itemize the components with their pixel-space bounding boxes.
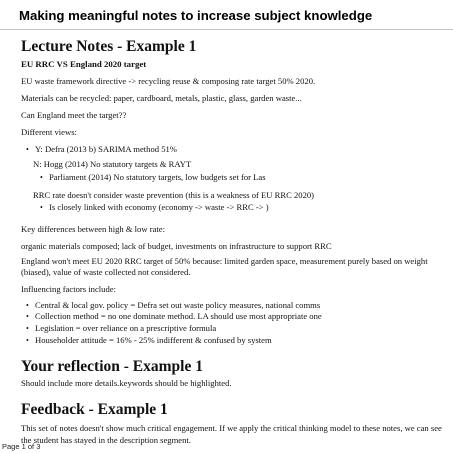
- note-line: Can England meet the target??: [21, 110, 127, 120]
- factors-list: [21, 300, 446, 346]
- bullet-icon: •: [40, 203, 43, 213]
- england-note: England won't meet EU 2020 RRC target of 50% because: limited garden space, measurement purely based on weight (biased), value of waste collected not considered.: [21, 255, 428, 277]
- key-differences: Key differences between high & low rate:: [21, 223, 165, 234]
- factor-text: Legislation = over reliance on a prescriptive formula: [35, 322, 217, 333]
- header-divider: [0, 29, 453, 30]
- note-line: Materials can be recycled: paper, cardboard, metals, plastic, glass, garden waste...: [21, 93, 302, 103]
- lecture-subtitle: EU RRC VS England 2020 target: [21, 59, 147, 69]
- bullet-icon: •: [26, 300, 29, 310]
- page-number: Page 1 of 3: [2, 442, 41, 451]
- bullet-icon: •: [26, 323, 29, 333]
- views-sublist: [21, 172, 446, 184]
- factor-text: Central & local gov. policy = Defra set out waste policy measures, national comms: [35, 299, 321, 310]
- rrc-economy-note: Is closely linked with economy (economy -> waste -> RRC -> ): [49, 202, 269, 213]
- note-line: EU waste framework directive -> recycling reuse & composing rate target 50% 2020.: [21, 76, 316, 86]
- note-line: Different views:: [21, 127, 77, 137]
- feedback-text: This set of notes doesn't show much critical engagement. If we apply the critical thinking model to these notes, we can see the student has stayed in the description segment.: [21, 423, 442, 446]
- rrc-sublist: [21, 202, 446, 214]
- view-no: N: Hogg (2014) No statutory targets & RAYT: [33, 158, 192, 169]
- list-item: [26, 322, 446, 335]
- reflection-text: Should include more details.keywords should be highlighted.: [21, 378, 232, 389]
- bullet-icon: •: [26, 312, 29, 322]
- document-body: [21, 37, 446, 446]
- bullet-icon: •: [40, 172, 43, 182]
- list-item: [26, 334, 446, 347]
- reflection-title: Your reflection - Example 1: [21, 358, 203, 376]
- list-item: [26, 311, 446, 323]
- list-item: [26, 144, 446, 156]
- influencing-factors-heading: Influencing factors include:: [21, 283, 116, 294]
- view-parliament: Parliament (2014) No statutory targets, low budgets set for Las: [49, 171, 266, 182]
- list-item: [40, 171, 446, 184]
- views-list: [21, 144, 446, 156]
- view-yes: Y: Defra (2013 b) SARIMA method 51%: [35, 144, 177, 154]
- document-header-title: Making meaningful notes to increase subject knowledge: [19, 8, 373, 23]
- factor-text: Collection method = no one dominate method. LA should use most appropriate one: [35, 311, 322, 322]
- lecture-notes-title: Lecture Notes - Example 1: [21, 38, 197, 55]
- bullet-icon: •: [26, 145, 29, 154]
- rrc-note: RRC rate doesn't consider waste prevention (this is a weakness of EU RRC 2020): [33, 190, 315, 201]
- bullet-icon: •: [26, 335, 29, 345]
- list-item: [40, 202, 446, 214]
- feedback-title: Feedback - Example 1: [21, 401, 168, 419]
- factor-text: Householder attitude = 16% - 25% indifferent & confused by system: [35, 334, 272, 345]
- list-item: [26, 299, 446, 312]
- organic-note: organic materials composed; lack of budget, investments on infrastructure to support RRC: [21, 240, 332, 251]
